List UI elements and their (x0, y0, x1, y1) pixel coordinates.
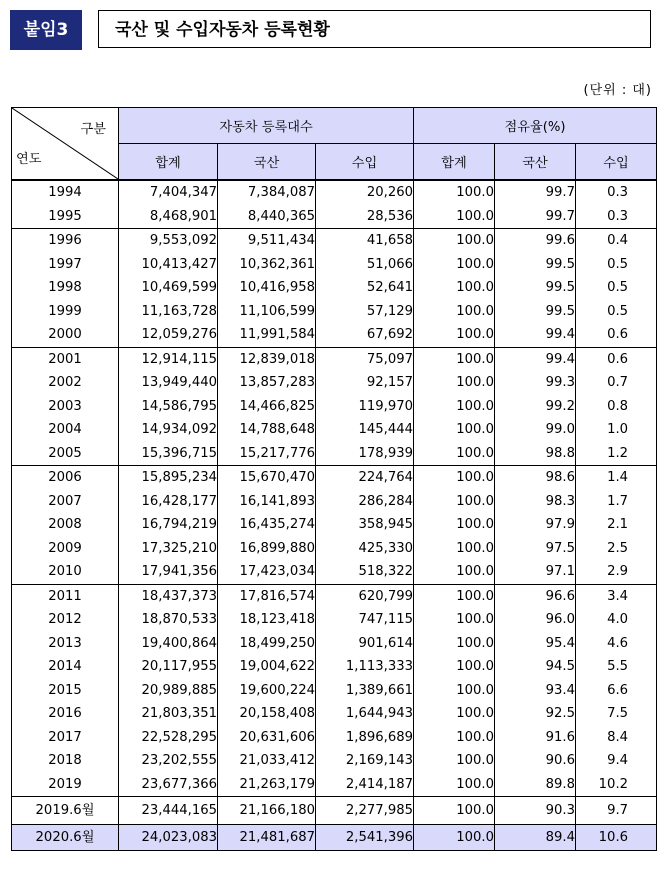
year-cell: 2006 (12, 466, 119, 490)
total-cell: 16,794,219 (119, 513, 218, 537)
import-cell: 425,330 (316, 537, 414, 561)
share-import-cell: 0.3 (576, 205, 657, 229)
share-total-cell: 100.0 (414, 347, 495, 371)
group-header-registered: 자동차 등록대수 (119, 108, 414, 144)
table-row (12, 560, 657, 584)
share-import-cell: 10.6 (576, 825, 657, 851)
total-cell: 23,202,555 (119, 749, 218, 773)
share-total-cell: 100.0 (414, 655, 495, 679)
year-cell: 1995 (12, 205, 119, 229)
share-total-cell: 100.0 (414, 276, 495, 300)
table-row (12, 655, 657, 679)
total-cell: 13,949,440 (119, 371, 218, 395)
table-row (12, 679, 657, 703)
table-row (12, 825, 657, 851)
year-cell: 2001 (12, 347, 119, 371)
year-cell: 2003 (12, 395, 119, 419)
total-cell: 19,400,864 (119, 632, 218, 656)
import-cell: 20,260 (316, 180, 414, 205)
page-title: 국산 및 수입자동차 등록현황 (98, 10, 651, 48)
col-header-import: 수입 (316, 144, 414, 181)
share-import-cell: 8.4 (576, 726, 657, 750)
share-domestic-cell: 92.5 (495, 702, 576, 726)
share-import-cell: 2.1 (576, 513, 657, 537)
share-domestic-cell: 99.4 (495, 323, 576, 347)
share-import-cell: 10.2 (576, 773, 657, 797)
import-cell: 92,157 (316, 371, 414, 395)
import-cell: 2,414,187 (316, 773, 414, 797)
share-domestic-cell: 99.4 (495, 347, 576, 371)
share-domestic-cell: 91.6 (495, 726, 576, 750)
share-total-cell: 100.0 (414, 797, 495, 825)
year-cell: 2012 (12, 608, 119, 632)
year-cell: 2017 (12, 726, 119, 750)
year-cell: 1998 (12, 276, 119, 300)
year-cell: 2016 (12, 702, 119, 726)
import-cell: 178,939 (316, 442, 414, 466)
share-import-cell: 0.6 (576, 323, 657, 347)
share-import-cell: 0.5 (576, 253, 657, 277)
col-header-total: 합계 (119, 144, 218, 181)
domestic-cell: 17,816,574 (218, 584, 316, 608)
domestic-cell: 21,263,179 (218, 773, 316, 797)
share-domestic-cell: 99.0 (495, 418, 576, 442)
domestic-cell: 9,511,434 (218, 229, 316, 253)
corner-header (12, 108, 119, 181)
share-total-cell: 100.0 (414, 749, 495, 773)
domestic-cell: 15,670,470 (218, 466, 316, 490)
share-domestic-cell: 90.3 (495, 797, 576, 825)
unit-note: (단위 : 대) (583, 83, 652, 98)
share-total-cell: 100.0 (414, 560, 495, 584)
total-cell: 12,059,276 (119, 323, 218, 347)
share-total-cell: 100.0 (414, 679, 495, 703)
table-row (12, 442, 657, 466)
share-import-cell: 0.5 (576, 300, 657, 324)
share-total-cell: 100.0 (414, 537, 495, 561)
total-cell: 17,325,210 (119, 537, 218, 561)
total-cell: 9,553,092 (119, 229, 218, 253)
attachment-badge: 붙임3 (10, 10, 82, 50)
table-row (12, 749, 657, 773)
total-cell: 15,895,234 (119, 466, 218, 490)
table-row (12, 253, 657, 277)
share-domestic-cell: 98.8 (495, 442, 576, 466)
import-cell: 620,799 (316, 584, 414, 608)
total-cell: 22,528,295 (119, 726, 218, 750)
share-total-cell: 100.0 (414, 513, 495, 537)
domestic-cell: 12,839,018 (218, 347, 316, 371)
table-row (12, 726, 657, 750)
total-cell: 24,023,083 (119, 825, 218, 851)
year-cell: 2011 (12, 584, 119, 608)
share-domestic-cell: 99.7 (495, 205, 576, 229)
share-total-cell: 100.0 (414, 395, 495, 419)
domestic-cell: 14,466,825 (218, 395, 316, 419)
share-total-cell: 100.0 (414, 584, 495, 608)
year-cell: 2007 (12, 490, 119, 514)
year-cell: 1997 (12, 253, 119, 277)
import-cell: 57,129 (316, 300, 414, 324)
domestic-cell: 11,106,599 (218, 300, 316, 324)
share-import-cell: 6.6 (576, 679, 657, 703)
share-import-cell: 3.4 (576, 584, 657, 608)
share-domestic-cell: 90.6 (495, 749, 576, 773)
share-import-cell: 0.4 (576, 229, 657, 253)
share-total-cell: 100.0 (414, 726, 495, 750)
import-cell: 51,066 (316, 253, 414, 277)
table-row (12, 205, 657, 229)
share-import-cell: 0.8 (576, 395, 657, 419)
share-total-cell: 100.0 (414, 466, 495, 490)
domestic-cell: 19,004,622 (218, 655, 316, 679)
domestic-cell: 18,499,250 (218, 632, 316, 656)
share-domestic-cell: 97.1 (495, 560, 576, 584)
year-cell: 2004 (12, 418, 119, 442)
col-header-share-total: 합계 (414, 144, 495, 181)
total-cell: 18,437,373 (119, 584, 218, 608)
share-import-cell: 1.7 (576, 490, 657, 514)
group-header-share: 점유율(%) (414, 108, 657, 144)
share-total-cell: 100.0 (414, 773, 495, 797)
domestic-cell: 14,788,648 (218, 418, 316, 442)
total-cell: 23,677,366 (119, 773, 218, 797)
table-row (12, 490, 657, 514)
domestic-cell: 21,033,412 (218, 749, 316, 773)
total-cell: 21,803,351 (119, 702, 218, 726)
total-cell: 20,117,955 (119, 655, 218, 679)
domestic-cell: 10,362,361 (218, 253, 316, 277)
total-cell: 11,163,728 (119, 300, 218, 324)
total-cell: 16,428,177 (119, 490, 218, 514)
share-total-cell: 100.0 (414, 418, 495, 442)
share-total-cell: 100.0 (414, 229, 495, 253)
import-cell: 75,097 (316, 347, 414, 371)
share-import-cell: 5.5 (576, 655, 657, 679)
year-cell: 2005 (12, 442, 119, 466)
total-cell: 20,989,885 (119, 679, 218, 703)
share-import-cell: 2.5 (576, 537, 657, 561)
domestic-cell: 15,217,776 (218, 442, 316, 466)
share-domestic-cell: 99.5 (495, 253, 576, 277)
col-header-share-import: 수입 (576, 144, 657, 181)
year-cell: 2008 (12, 513, 119, 537)
year-cell: 1996 (12, 229, 119, 253)
col-header-share-domestic: 국산 (495, 144, 576, 181)
table-row (12, 276, 657, 300)
import-cell: 145,444 (316, 418, 414, 442)
share-domestic-cell: 96.6 (495, 584, 576, 608)
col-header-domestic: 국산 (218, 144, 316, 181)
table-row (12, 347, 657, 371)
total-cell: 10,413,427 (119, 253, 218, 277)
domestic-cell: 16,435,274 (218, 513, 316, 537)
share-import-cell: 0.5 (576, 276, 657, 300)
share-total-cell: 100.0 (414, 371, 495, 395)
share-domestic-cell: 97.5 (495, 537, 576, 561)
share-total-cell: 100.0 (414, 825, 495, 851)
year-cell: 2000 (12, 323, 119, 347)
table-row (12, 323, 657, 347)
import-cell: 52,641 (316, 276, 414, 300)
domestic-cell: 21,166,180 (218, 797, 316, 825)
share-total-cell: 100.0 (414, 608, 495, 632)
domestic-cell: 18,123,418 (218, 608, 316, 632)
year-cell: 2015 (12, 679, 119, 703)
domestic-cell: 11,991,584 (218, 323, 316, 347)
corner-label-year: 연도 (16, 152, 42, 167)
share-import-cell: 1.0 (576, 418, 657, 442)
share-import-cell: 9.7 (576, 797, 657, 825)
share-domestic-cell: 89.8 (495, 773, 576, 797)
share-domestic-cell: 89.4 (495, 825, 576, 851)
domestic-cell: 20,631,606 (218, 726, 316, 750)
domestic-cell: 16,899,880 (218, 537, 316, 561)
total-cell: 17,941,356 (119, 560, 218, 584)
share-total-cell: 100.0 (414, 490, 495, 514)
import-cell: 747,115 (316, 608, 414, 632)
import-cell: 358,945 (316, 513, 414, 537)
year-cell: 2010 (12, 560, 119, 584)
table-body (12, 180, 657, 851)
share-import-cell: 9.4 (576, 749, 657, 773)
share-import-cell: 0.3 (576, 180, 657, 205)
share-total-cell: 100.0 (414, 300, 495, 324)
share-total-cell: 100.0 (414, 442, 495, 466)
domestic-cell: 20,158,408 (218, 702, 316, 726)
share-total-cell: 100.0 (414, 632, 495, 656)
total-cell: 18,870,533 (119, 608, 218, 632)
import-cell: 2,277,985 (316, 797, 414, 825)
import-cell: 67,692 (316, 323, 414, 347)
share-domestic-cell: 98.6 (495, 466, 576, 490)
table-row (12, 608, 657, 632)
year-cell: 2019 (12, 773, 119, 797)
year-cell: 1999 (12, 300, 119, 324)
year-cell: 2009 (12, 537, 119, 561)
year-cell: 2013 (12, 632, 119, 656)
import-cell: 119,970 (316, 395, 414, 419)
corner-label-category: 구분 (80, 122, 106, 137)
share-domestic-cell: 99.3 (495, 371, 576, 395)
domestic-cell: 16,141,893 (218, 490, 316, 514)
share-total-cell: 100.0 (414, 205, 495, 229)
total-cell: 14,934,092 (119, 418, 218, 442)
share-total-cell: 100.0 (414, 323, 495, 347)
share-domestic-cell: 94.5 (495, 655, 576, 679)
total-cell: 15,396,715 (119, 442, 218, 466)
total-cell: 8,468,901 (119, 205, 218, 229)
share-domestic-cell: 99.6 (495, 229, 576, 253)
share-import-cell: 4.0 (576, 608, 657, 632)
domestic-cell: 7,384,087 (218, 180, 316, 205)
table-row (12, 466, 657, 490)
share-import-cell: 7.5 (576, 702, 657, 726)
table-row (12, 395, 657, 419)
share-domestic-cell: 95.4 (495, 632, 576, 656)
registration-table (11, 107, 657, 851)
share-import-cell: 1.4 (576, 466, 657, 490)
import-cell: 28,536 (316, 205, 414, 229)
table-row (12, 300, 657, 324)
import-cell: 1,644,943 (316, 702, 414, 726)
share-domestic-cell: 99.2 (495, 395, 576, 419)
import-cell: 1,896,689 (316, 726, 414, 750)
table-row (12, 513, 657, 537)
import-cell: 2,169,143 (316, 749, 414, 773)
table-row (12, 773, 657, 797)
share-domestic-cell: 93.4 (495, 679, 576, 703)
share-import-cell: 0.6 (576, 347, 657, 371)
share-import-cell: 4.6 (576, 632, 657, 656)
share-domestic-cell: 99.5 (495, 300, 576, 324)
total-cell: 12,914,115 (119, 347, 218, 371)
import-cell: 41,658 (316, 229, 414, 253)
domestic-cell: 8,440,365 (218, 205, 316, 229)
table-row (12, 418, 657, 442)
table-row (12, 180, 657, 205)
year-cell: 1994 (12, 180, 119, 205)
domestic-cell: 19,600,224 (218, 679, 316, 703)
year-cell: 2018 (12, 749, 119, 773)
import-cell: 224,764 (316, 466, 414, 490)
share-total-cell: 100.0 (414, 180, 495, 205)
year-cell: 2020.6월 (12, 825, 119, 851)
table-row (12, 584, 657, 608)
year-cell: 2014 (12, 655, 119, 679)
import-cell: 1,389,661 (316, 679, 414, 703)
domestic-cell: 21,481,687 (218, 825, 316, 851)
table-row (12, 632, 657, 656)
share-domestic-cell: 97.9 (495, 513, 576, 537)
table-row (12, 797, 657, 825)
share-domestic-cell: 96.0 (495, 608, 576, 632)
table-row (12, 537, 657, 561)
share-domestic-cell: 99.5 (495, 276, 576, 300)
year-cell: 2002 (12, 371, 119, 395)
total-cell: 10,469,599 (119, 276, 218, 300)
total-cell: 14,586,795 (119, 395, 218, 419)
domestic-cell: 13,857,283 (218, 371, 316, 395)
domestic-cell: 17,423,034 (218, 560, 316, 584)
total-cell: 7,404,347 (119, 180, 218, 205)
year-cell: 2019.6월 (12, 797, 119, 825)
total-cell: 23,444,165 (119, 797, 218, 825)
share-import-cell: 0.7 (576, 371, 657, 395)
share-domestic-cell: 99.7 (495, 180, 576, 205)
share-import-cell: 2.9 (576, 560, 657, 584)
domestic-cell: 10,416,958 (218, 276, 316, 300)
import-cell: 901,614 (316, 632, 414, 656)
import-cell: 1,113,333 (316, 655, 414, 679)
import-cell: 518,322 (316, 560, 414, 584)
share-domestic-cell: 98.3 (495, 490, 576, 514)
share-total-cell: 100.0 (414, 702, 495, 726)
table-row (12, 229, 657, 253)
share-total-cell: 100.0 (414, 253, 495, 277)
table-row (12, 702, 657, 726)
table-row (12, 371, 657, 395)
share-import-cell: 1.2 (576, 442, 657, 466)
import-cell: 286,284 (316, 490, 414, 514)
title-bar (10, 10, 653, 50)
import-cell: 2,541,396 (316, 825, 414, 851)
